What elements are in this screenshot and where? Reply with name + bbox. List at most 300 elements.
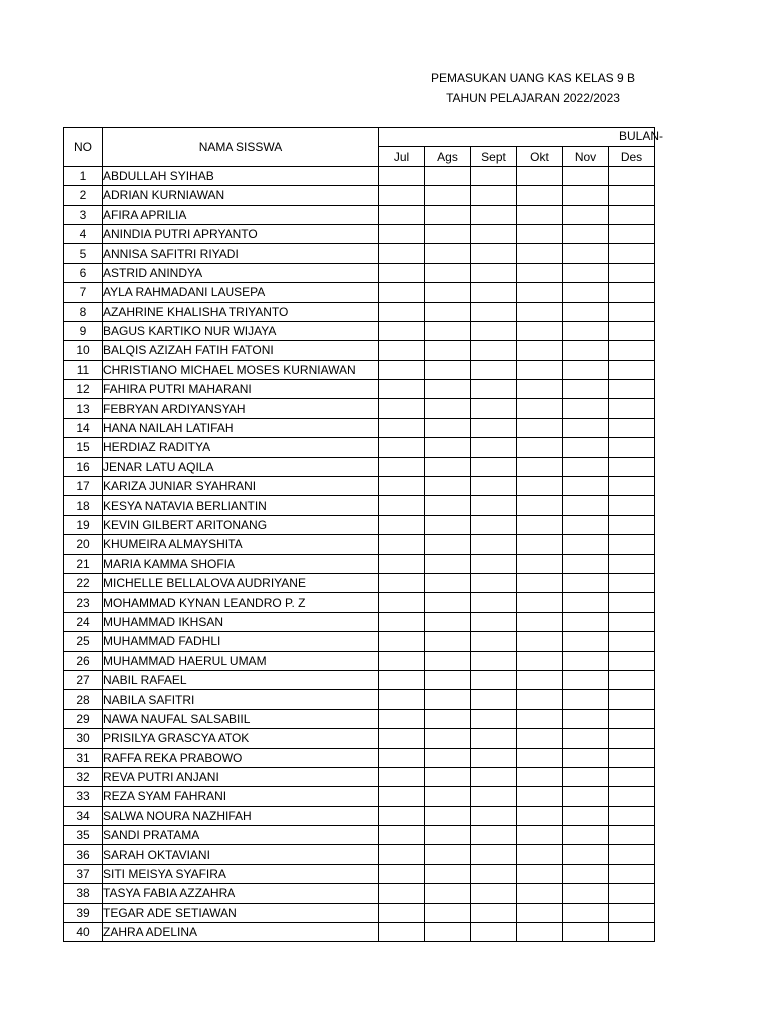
payment-cell[interactable] — [563, 767, 609, 786]
payment-cell[interactable] — [517, 263, 563, 282]
payment-cell[interactable] — [471, 205, 517, 224]
table-row — [64, 806, 655, 825]
payment-cell[interactable] — [517, 418, 563, 437]
row-number: 1 — [64, 166, 103, 185]
table-row — [64, 884, 655, 903]
payment-cell[interactable] — [471, 360, 517, 379]
row-number: 30 — [64, 729, 103, 748]
payment-cell[interactable] — [379, 632, 425, 651]
payment-cell[interactable] — [563, 884, 609, 903]
table-row — [64, 283, 655, 302]
payment-cell[interactable] — [471, 923, 517, 942]
table-row — [64, 864, 655, 883]
payment-cell[interactable] — [563, 923, 609, 942]
payment-cell[interactable] — [563, 515, 609, 534]
payment-cell[interactable] — [563, 418, 609, 437]
payment-cell[interactable] — [609, 438, 655, 457]
payment-cell[interactable] — [471, 651, 517, 670]
payment-cell[interactable] — [425, 166, 471, 185]
table-row — [64, 612, 655, 631]
payment-cell[interactable] — [471, 477, 517, 496]
payment-cell[interactable] — [471, 457, 517, 476]
student-name: MUHAMMAD HAERUL UMAM — [103, 651, 379, 670]
document-title: PEMASUKAN UANG KAS KELAS 9 B — [430, 71, 636, 85]
payment-cell[interactable] — [379, 418, 425, 437]
payment-cell[interactable] — [609, 515, 655, 534]
payment-cell[interactable] — [563, 573, 609, 592]
payment-cell[interactable] — [609, 632, 655, 651]
payment-cell[interactable] — [471, 884, 517, 903]
table-row — [64, 205, 655, 224]
payment-cell[interactable] — [563, 380, 609, 399]
payment-cell[interactable] — [379, 690, 425, 709]
payment-cell[interactable] — [379, 244, 425, 263]
payment-cell[interactable] — [609, 709, 655, 728]
payment-cell[interactable] — [517, 438, 563, 457]
payment-cell[interactable] — [609, 535, 655, 554]
payment-cell[interactable] — [379, 806, 425, 825]
column-header-name: NAMA SISSWA — [103, 128, 379, 167]
payment-cell[interactable] — [563, 477, 609, 496]
payment-cell[interactable] — [563, 806, 609, 825]
payment-cell[interactable] — [563, 302, 609, 321]
student-name: KARIZA JUNIAR SYAHRANI — [103, 477, 379, 496]
payment-cell[interactable] — [609, 224, 655, 243]
payment-cell[interactable] — [609, 593, 655, 612]
payment-cell[interactable] — [517, 244, 563, 263]
row-number: 5 — [64, 244, 103, 263]
payment-cell[interactable] — [609, 477, 655, 496]
payment-cell[interactable] — [425, 826, 471, 845]
payment-cell[interactable] — [471, 418, 517, 437]
payment-cell[interactable] — [425, 709, 471, 728]
payment-cell[interactable] — [471, 593, 517, 612]
payment-cell[interactable] — [425, 535, 471, 554]
payment-cell[interactable] — [609, 321, 655, 340]
payment-cell[interactable] — [379, 438, 425, 457]
payment-cell[interactable] — [563, 903, 609, 922]
payment-cell[interactable] — [517, 767, 563, 786]
payment-cell[interactable] — [425, 399, 471, 418]
payment-cell[interactable] — [425, 748, 471, 767]
payment-cell[interactable] — [379, 457, 425, 476]
month-header: Okt — [517, 147, 563, 166]
payment-cell[interactable] — [471, 321, 517, 340]
payment-cell[interactable] — [471, 709, 517, 728]
payment-cell[interactable] — [379, 360, 425, 379]
payment-cell[interactable] — [425, 845, 471, 864]
payment-cell[interactable] — [563, 166, 609, 185]
payment-cell[interactable] — [563, 283, 609, 302]
table-row — [64, 438, 655, 457]
payment-cell[interactable] — [379, 593, 425, 612]
payment-cell[interactable] — [609, 205, 655, 224]
table-row — [64, 554, 655, 573]
payment-cell[interactable] — [425, 923, 471, 942]
payment-cell[interactable] — [379, 554, 425, 573]
payment-cell[interactable] — [517, 573, 563, 592]
payment-cell[interactable] — [563, 457, 609, 476]
payment-cell[interactable] — [563, 787, 609, 806]
payment-cell[interactable] — [425, 593, 471, 612]
student-name: SARAH OKTAVIANI — [103, 845, 379, 864]
row-number: 23 — [64, 593, 103, 612]
payment-cell[interactable] — [609, 826, 655, 845]
payment-cell[interactable] — [517, 399, 563, 418]
student-name: NAWA NAUFAL SALSABIIL — [103, 709, 379, 728]
payment-cell[interactable] — [425, 224, 471, 243]
payment-cell[interactable] — [471, 632, 517, 651]
student-name: FAHIRA PUTRI MAHARANI — [103, 380, 379, 399]
payment-cell[interactable] — [425, 767, 471, 786]
payment-cell[interactable] — [471, 283, 517, 302]
student-name: PRISILYA GRASCYA ATOK — [103, 729, 379, 748]
payment-cell[interactable] — [471, 496, 517, 515]
payment-cell[interactable] — [563, 632, 609, 651]
payment-cell[interactable] — [609, 496, 655, 515]
payment-cell[interactable] — [609, 903, 655, 922]
payment-cell[interactable] — [425, 651, 471, 670]
payment-cell[interactable] — [517, 845, 563, 864]
row-number: 17 — [64, 477, 103, 496]
payment-cell[interactable] — [425, 438, 471, 457]
payment-cell[interactable] — [425, 360, 471, 379]
month-header: Nov — [563, 147, 609, 166]
table-row — [64, 302, 655, 321]
payment-cell[interactable] — [563, 244, 609, 263]
payment-cell[interactable] — [609, 923, 655, 942]
payment-cell[interactable] — [425, 283, 471, 302]
payment-cell[interactable] — [609, 360, 655, 379]
payment-cell[interactable] — [471, 748, 517, 767]
payment-cell[interactable] — [379, 729, 425, 748]
payment-cell[interactable] — [517, 224, 563, 243]
payment-cell[interactable] — [563, 612, 609, 631]
payment-cell[interactable] — [517, 380, 563, 399]
payment-cell[interactable] — [471, 729, 517, 748]
payment-cell[interactable] — [517, 477, 563, 496]
payment-cell[interactable] — [609, 341, 655, 360]
payment-cell[interactable] — [517, 283, 563, 302]
payment-cell[interactable] — [563, 535, 609, 554]
payment-cell[interactable] — [517, 496, 563, 515]
payment-cell[interactable] — [609, 690, 655, 709]
payment-cell[interactable] — [471, 224, 517, 243]
payment-cell[interactable] — [425, 321, 471, 340]
payment-cell[interactable] — [425, 457, 471, 476]
table-row — [64, 244, 655, 263]
payment-cell[interactable] — [425, 186, 471, 205]
payment-cell[interactable] — [609, 380, 655, 399]
payment-cell[interactable] — [563, 729, 609, 748]
payment-cell[interactable] — [563, 438, 609, 457]
payment-cell[interactable] — [425, 806, 471, 825]
payment-cell[interactable] — [379, 283, 425, 302]
payment-cell[interactable] — [517, 826, 563, 845]
row-number: 31 — [64, 748, 103, 767]
table-row — [64, 515, 655, 534]
payment-cell[interactable] — [379, 496, 425, 515]
payment-cell[interactable] — [425, 632, 471, 651]
payment-cell[interactable] — [563, 690, 609, 709]
payment-cell[interactable] — [379, 302, 425, 321]
payment-cell[interactable] — [425, 263, 471, 282]
payment-cell[interactable] — [471, 806, 517, 825]
payment-cell[interactable] — [563, 593, 609, 612]
payment-cell[interactable] — [609, 767, 655, 786]
payment-cell[interactable] — [517, 748, 563, 767]
payment-cell[interactable] — [517, 515, 563, 534]
row-number: 4 — [64, 224, 103, 243]
payment-cell[interactable] — [563, 826, 609, 845]
payment-cell[interactable] — [425, 573, 471, 592]
payment-cell[interactable] — [609, 787, 655, 806]
payment-cell[interactable] — [517, 205, 563, 224]
row-number: 8 — [64, 302, 103, 321]
payment-cell[interactable] — [379, 787, 425, 806]
payment-cell[interactable] — [425, 903, 471, 922]
payment-cell[interactable] — [517, 709, 563, 728]
payment-cell[interactable] — [517, 321, 563, 340]
column-header-bulan-group — [379, 128, 655, 147]
payment-cell[interactable] — [379, 845, 425, 864]
header-row-top — [64, 128, 655, 147]
payment-cell[interactable] — [425, 864, 471, 883]
payment-cell[interactable] — [379, 380, 425, 399]
payment-cell[interactable] — [379, 573, 425, 592]
payment-cell[interactable] — [425, 670, 471, 689]
payment-cell[interactable] — [563, 341, 609, 360]
payment-cell[interactable] — [517, 341, 563, 360]
payment-cell[interactable] — [517, 651, 563, 670]
payment-cell[interactable] — [563, 670, 609, 689]
payment-cell[interactable] — [517, 787, 563, 806]
payment-cell[interactable] — [517, 554, 563, 573]
payment-cell[interactable] — [517, 884, 563, 903]
payment-cell[interactable] — [379, 903, 425, 922]
payment-cell[interactable] — [563, 360, 609, 379]
column-header-no: NO — [64, 128, 103, 167]
payment-cell[interactable] — [425, 884, 471, 903]
payment-cell[interactable] — [563, 651, 609, 670]
student-name: MARIA KAMMA SHOFIA — [103, 554, 379, 573]
payment-cell[interactable] — [471, 244, 517, 263]
row-number: 32 — [64, 767, 103, 786]
payment-cell[interactable] — [609, 399, 655, 418]
payment-cell[interactable] — [609, 729, 655, 748]
payment-cell[interactable] — [379, 224, 425, 243]
row-number: 34 — [64, 806, 103, 825]
payment-cell[interactable] — [425, 341, 471, 360]
payment-cell[interactable] — [471, 670, 517, 689]
payment-cell[interactable] — [563, 205, 609, 224]
payment-cell[interactable] — [379, 321, 425, 340]
payment-cell[interactable] — [563, 709, 609, 728]
student-name: AFIRA APRILIA — [103, 205, 379, 224]
payment-cell[interactable] — [609, 244, 655, 263]
payment-cell[interactable] — [425, 205, 471, 224]
payment-cell[interactable] — [379, 535, 425, 554]
payment-cell[interactable] — [563, 864, 609, 883]
student-name: BAGUS KARTIKO NUR WIJAYA — [103, 321, 379, 340]
row-number: 7 — [64, 283, 103, 302]
payment-cell[interactable] — [379, 263, 425, 282]
payment-cell[interactable] — [379, 341, 425, 360]
payment-cell[interactable] — [379, 864, 425, 883]
payment-cell[interactable] — [471, 845, 517, 864]
payment-cell[interactable] — [517, 632, 563, 651]
payment-cell[interactable] — [609, 554, 655, 573]
payment-cell[interactable] — [379, 205, 425, 224]
payment-cell[interactable] — [609, 612, 655, 631]
row-number: 24 — [64, 612, 103, 631]
payment-cell[interactable] — [379, 477, 425, 496]
payment-cell[interactable] — [379, 670, 425, 689]
payment-cell[interactable] — [517, 923, 563, 942]
row-number: 39 — [64, 903, 103, 922]
row-number: 37 — [64, 864, 103, 883]
payment-cell[interactable] — [609, 263, 655, 282]
payment-cell[interactable] — [425, 477, 471, 496]
payment-cell[interactable] — [379, 612, 425, 631]
payment-cell[interactable] — [517, 612, 563, 631]
payment-cell[interactable] — [471, 864, 517, 883]
payment-cell[interactable] — [471, 380, 517, 399]
payment-cell[interactable] — [379, 923, 425, 942]
payment-cell[interactable] — [517, 360, 563, 379]
payment-cell[interactable] — [563, 399, 609, 418]
payment-cell[interactable] — [517, 593, 563, 612]
payment-cell[interactable] — [609, 845, 655, 864]
payment-cell[interactable] — [609, 573, 655, 592]
payment-cell[interactable] — [471, 263, 517, 282]
payment-cell[interactable] — [425, 244, 471, 263]
payment-cell[interactable] — [379, 166, 425, 185]
payment-cell[interactable] — [471, 166, 517, 185]
row-number: 19 — [64, 515, 103, 534]
payment-cell[interactable] — [471, 554, 517, 573]
row-number: 9 — [64, 321, 103, 340]
payment-cell[interactable] — [517, 690, 563, 709]
payment-cell[interactable] — [517, 903, 563, 922]
table-row — [64, 748, 655, 767]
payment-cell[interactable] — [471, 438, 517, 457]
payment-cell[interactable] — [609, 283, 655, 302]
student-name: REZA SYAM FAHRANI — [103, 787, 379, 806]
payment-cell[interactable] — [471, 690, 517, 709]
payment-cell[interactable] — [471, 612, 517, 631]
payment-cell[interactable] — [425, 729, 471, 748]
payment-cell[interactable] — [379, 399, 425, 418]
payment-cell[interactable] — [609, 651, 655, 670]
payment-cell[interactable] — [517, 806, 563, 825]
payment-cell[interactable] — [425, 418, 471, 437]
payment-cell[interactable] — [517, 166, 563, 185]
payment-cell[interactable] — [563, 263, 609, 282]
payment-cell[interactable] — [379, 767, 425, 786]
payment-cell[interactable] — [609, 457, 655, 476]
table-row — [64, 535, 655, 554]
payment-cell[interactable] — [379, 515, 425, 534]
student-name: SITI MEISYA SYAFIRA — [103, 864, 379, 883]
payment-cell[interactable] — [563, 496, 609, 515]
table-row — [64, 729, 655, 748]
payment-cell[interactable] — [471, 787, 517, 806]
payment-cell[interactable] — [425, 787, 471, 806]
table-row — [64, 186, 655, 205]
payment-cell[interactable] — [609, 806, 655, 825]
payment-cell[interactable] — [471, 767, 517, 786]
payment-cell[interactable] — [609, 864, 655, 883]
payment-cell[interactable] — [471, 186, 517, 205]
payment-cell[interactable] — [471, 535, 517, 554]
payment-cell[interactable] — [471, 515, 517, 534]
payment-cell[interactable] — [425, 515, 471, 534]
payment-cell[interactable] — [517, 535, 563, 554]
payment-cell[interactable] — [517, 457, 563, 476]
payment-cell[interactable] — [471, 341, 517, 360]
payment-cell[interactable] — [563, 748, 609, 767]
payment-cell[interactable] — [563, 321, 609, 340]
payment-cell[interactable] — [517, 864, 563, 883]
payment-cell[interactable] — [517, 186, 563, 205]
payment-cell[interactable] — [563, 845, 609, 864]
payment-cell[interactable] — [425, 554, 471, 573]
student-name: ABDULLAH SYIHAB — [103, 166, 379, 185]
payment-cell[interactable] — [609, 302, 655, 321]
row-number: 6 — [64, 263, 103, 282]
payment-cell[interactable] — [563, 224, 609, 243]
payment-cell[interactable] — [563, 554, 609, 573]
payment-cell[interactable] — [471, 903, 517, 922]
document-subtitle: TAHUN PELAJARAN 2022/2023 — [446, 91, 620, 105]
payment-cell[interactable] — [471, 826, 517, 845]
payment-cell[interactable] — [379, 826, 425, 845]
payment-cell[interactable] — [471, 302, 517, 321]
payment-cell[interactable] — [379, 709, 425, 728]
payment-cell[interactable] — [379, 748, 425, 767]
student-name: MOHAMMAD KYNAN LEANDRO P. Z — [103, 593, 379, 612]
payment-cell[interactable] — [609, 884, 655, 903]
payment-cell[interactable] — [379, 651, 425, 670]
payment-cell[interactable] — [425, 380, 471, 399]
payment-cell[interactable] — [379, 884, 425, 903]
payment-cell[interactable] — [517, 302, 563, 321]
student-name: MUHAMMAD IKHSAN — [103, 612, 379, 631]
payment-cell[interactable] — [425, 496, 471, 515]
payment-cell[interactable] — [471, 399, 517, 418]
student-name: FEBRYAN ARDIYANSYAH — [103, 399, 379, 418]
row-number: 3 — [64, 205, 103, 224]
table-row — [64, 826, 655, 845]
payment-cell[interactable] — [609, 670, 655, 689]
table-row — [64, 399, 655, 418]
payment-cell[interactable] — [517, 729, 563, 748]
payment-cell[interactable] — [425, 690, 471, 709]
payment-cell[interactable] — [609, 748, 655, 767]
payment-cell[interactable] — [609, 418, 655, 437]
row-number: 10 — [64, 341, 103, 360]
payment-cell[interactable] — [425, 612, 471, 631]
payment-cell[interactable] — [609, 186, 655, 205]
payment-cell[interactable] — [379, 186, 425, 205]
payment-cell[interactable] — [609, 166, 655, 185]
payment-cell[interactable] — [563, 186, 609, 205]
payment-cell[interactable] — [517, 670, 563, 689]
payment-cell[interactable] — [425, 302, 471, 321]
row-number: 36 — [64, 845, 103, 864]
payment-cell[interactable] — [471, 573, 517, 592]
